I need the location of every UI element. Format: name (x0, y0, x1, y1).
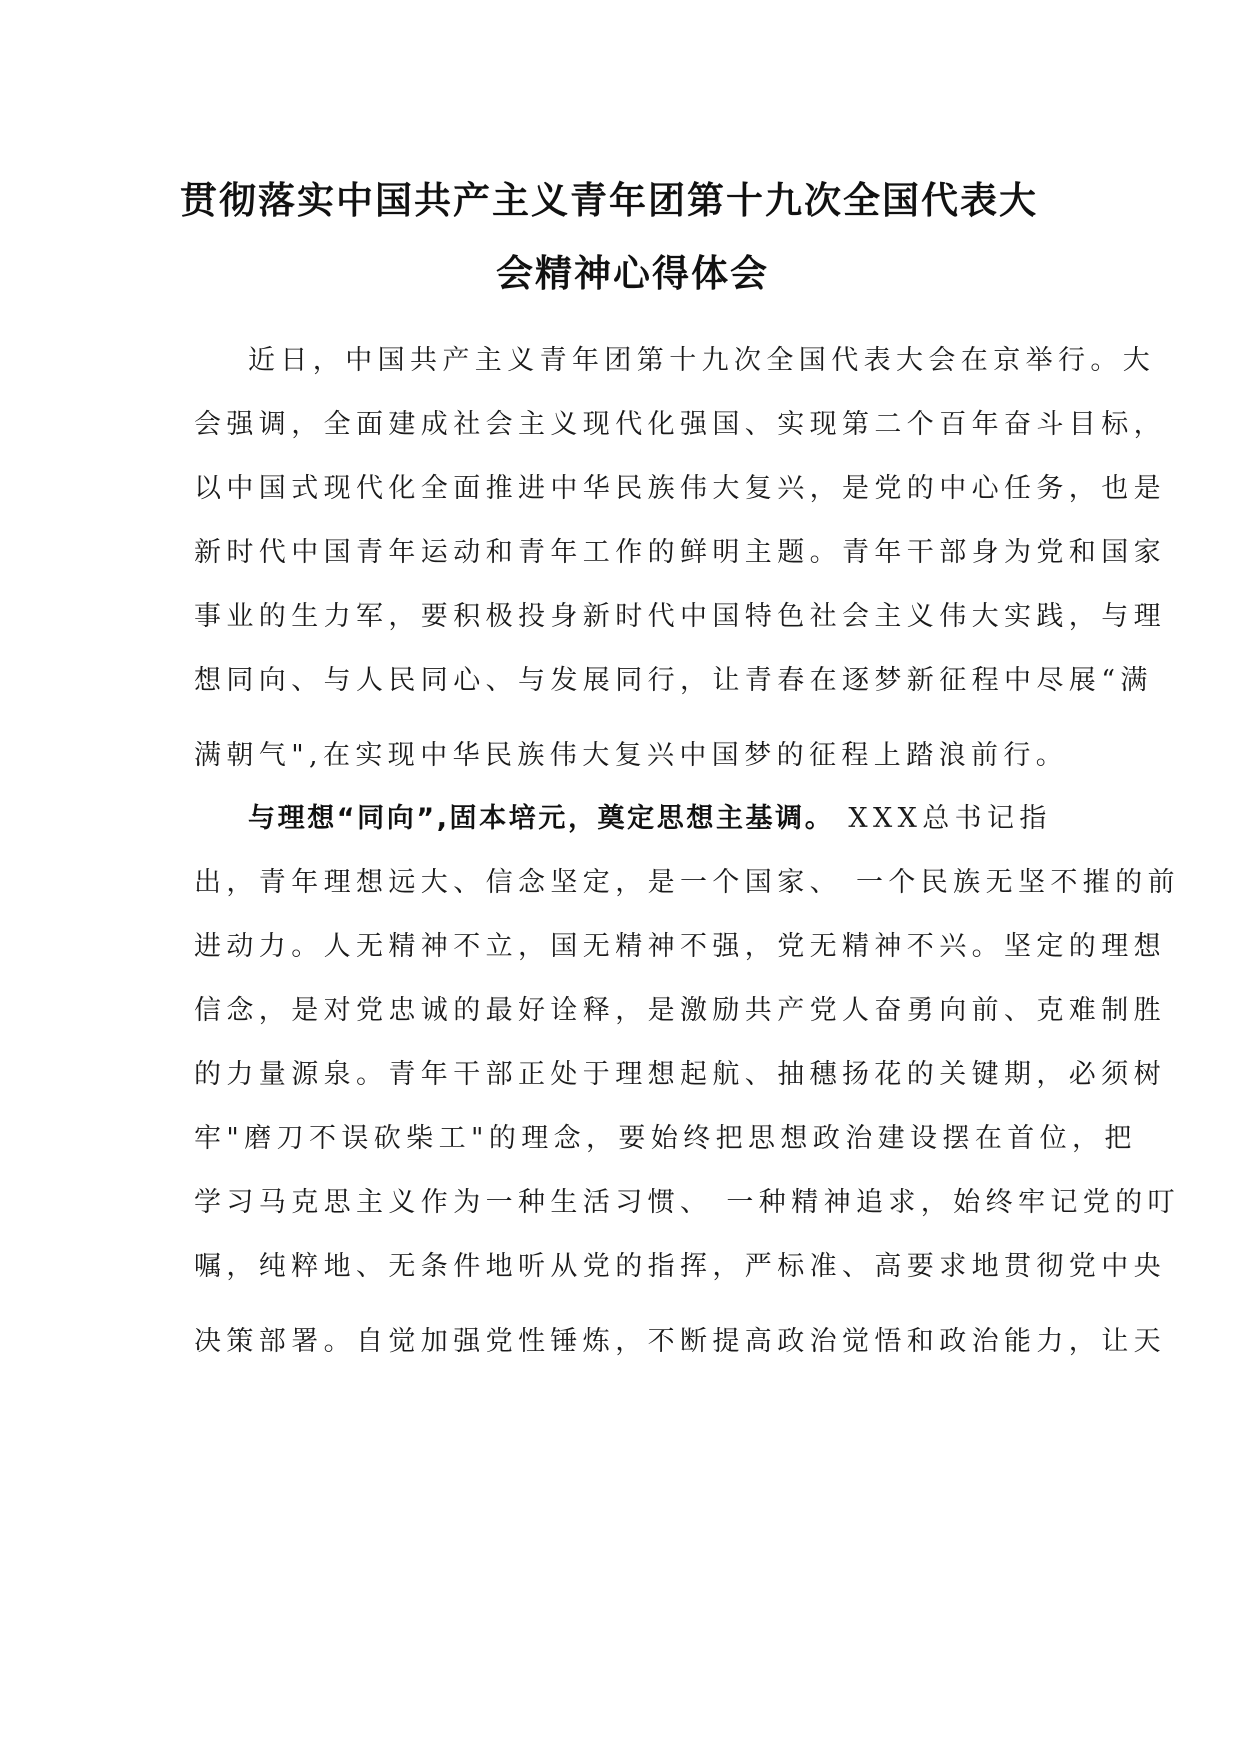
paragraph-line: 以中国式现代化全面推进中华民族伟大复兴，是党的中心任务，也是 (194, 473, 1166, 504)
paragraph-text: XXX总书记指 (848, 803, 1052, 834)
paragraph-line (248, 796, 1052, 835)
paragraph-line: 出，青年理想远大、信念坚定，是一个国家、 一个民族无坚不摧的前 (194, 867, 1180, 898)
paragraph-line: 信念，是对党忠诚的最好诠释，是激励共产党人奋勇向前、克难制胜 (194, 995, 1166, 1026)
paragraph-line: 满朝气",在实现中华民族伟大复兴中国梦的征程上踏浪前行。 (194, 740, 1069, 771)
paragraph-line: 嘱，纯粹地、无条件地听从党的指挥，严标准、高要求地贯彻党中央 (194, 1251, 1166, 1282)
paragraph-line: 牢"磨刀不误砍柴工"的理念，要始终把思想政治建设摆在首位，把 (194, 1123, 1137, 1154)
section-heading: 与理想“同向”,固本培元，奠定思想主基调。 (248, 803, 835, 834)
paragraph-line: 进动力。人无精神不立，国无精神不强，党无精神不兴。坚定的理想 (194, 931, 1166, 962)
paragraph-line: 的力量源泉。青年干部正处于理想起航、抽穗扬花的关键期，必须树 (194, 1059, 1166, 1090)
paragraph-line: 会强调，全面建成社会主义现代化强国、实现第二个百年奋斗目标， (194, 409, 1166, 440)
paragraph-line: 学习马克思主义作为一种生活习惯、 一种精神追求，始终牢记党的叮 (194, 1187, 1180, 1218)
document-title-line-1: 贯彻落实中国共产主义青年团第十九次全国代表大 (180, 179, 1038, 222)
paragraph-line: 近日，中国共产主义青年团第十九次全国代表大会在京举行。大 (248, 345, 1156, 376)
paragraph-line: 决策部署。自觉加强党性锤炼，不断提高政治觉悟和政治能力，让天 (194, 1326, 1166, 1357)
paragraph-line: 事业的生力军，要积极投身新时代中国特色社会主义伟大实践，与理 (194, 601, 1166, 632)
document-title-line-2: 会精神心得体会 (496, 252, 769, 295)
paragraph-line: 想同向、与人民同心、与发展同行，让青春在逐梦新征程中尽展“满 (194, 665, 1153, 696)
paragraph-line: 新时代中国青年运动和青年工作的鲜明主题。青年干部身为党和国家 (194, 537, 1166, 568)
